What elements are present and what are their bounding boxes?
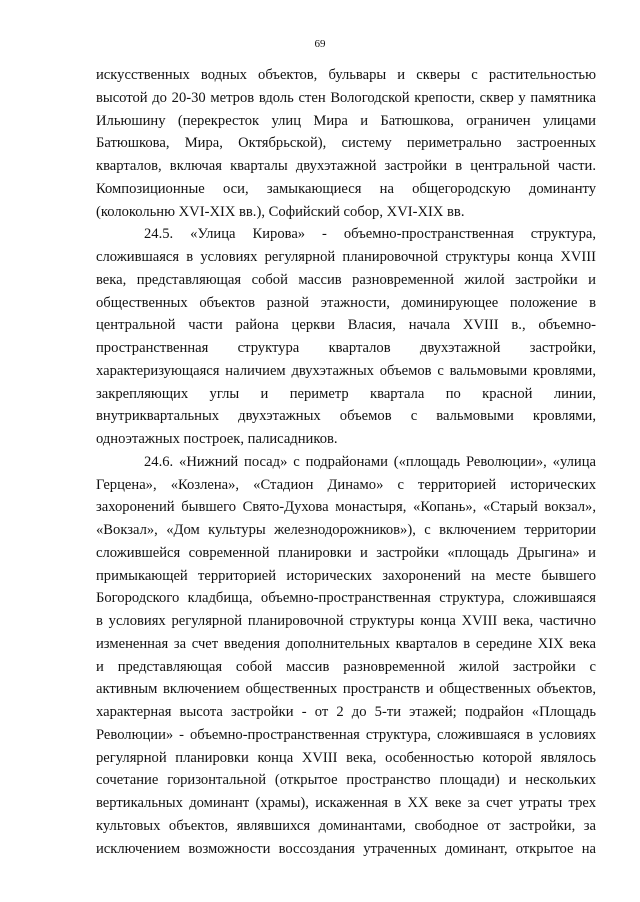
text-line: закрепляющих углы и периметр квартала по красной линии, <box>96 385 596 402</box>
text-line: Батюшкова, Мира, Октябрьской), систему периметрально застроенных <box>96 135 596 152</box>
page-number: 69 <box>314 38 326 50</box>
text-line: одноэтажных построек, палисадников. <box>96 431 338 447</box>
text-line: вертикальных доминант (храмы), искаженная в XX веке за счет утраты трех <box>96 795 596 811</box>
text-line: Богородского кладбища, объемно-пространственная структура, сложившаяся <box>96 590 596 607</box>
text-line: Революции» - объемно-пространственная структура, сложившаяся в условиях <box>96 726 596 743</box>
text-line: захоронений бывшего Свято-Духова монастыря, «Копань», «Старый вокзал», <box>96 499 596 516</box>
paragraph-start: 24.6. «Нижний посад» с подрайонами («площадь Революции», «улица <box>144 453 596 470</box>
body-text <box>96 64 596 860</box>
text-line: измененная за счет введения дополнительных кварталов в середине XIX века <box>96 635 596 652</box>
text-line: центральной части района церкви Власия, начала XVIII в., объемно- <box>96 317 596 334</box>
text-line: исключением возможности воссоздания утраченных доминант, открытое на <box>96 840 596 857</box>
text-line: активным включением общественных пространств и общественных объектов, <box>96 681 596 698</box>
text-line: характеризующаяся наличием двухэтажных объемов с вальмовыми кровлями, <box>96 362 596 379</box>
text-line: примыкающей территорией исторических захоронений на месте бывшего <box>96 567 596 584</box>
text-line: в условиях регулярной планировочной структуры конца XVIII века, частично <box>96 613 596 629</box>
text-line: сложившейся современной планировки и застройки «площадь Дрыгина» и <box>96 544 596 561</box>
text-line: (колокольню XVI-XIX вв.), Софийский собор, XVI-XIX вв. <box>96 203 465 220</box>
text-line: регулярной планировки конца XVIII века, особенностью которой являлось <box>96 749 596 766</box>
text-line: Композиционные оси, замыкающиеся на общегородскую доминанту <box>96 180 596 197</box>
text-line: и представляющая собой массив разновременной жилой застройки с <box>96 658 596 675</box>
text-line: «Вокзал», «Дом культуры железнодорожников»), с включением территории <box>96 522 596 538</box>
text-line: века, представляющая собой массив разновременной жилой застройки и <box>96 271 596 288</box>
text-line: характерная высота застройки - от 2 до 5-ти этажей; подрайон «Площадь <box>96 704 596 720</box>
text-line: кварталов, включая кварталы двухэтажной застройки в центральной части. <box>96 158 596 174</box>
text-line: сложившаяся в условиях регулярной планировочной структуры конца XVIII <box>96 249 596 265</box>
text-line: высотой до 20-30 метров вдоль стен Вологодской крепости, сквер у памятника <box>96 89 596 106</box>
text-line: искусственных водных объектов, бульвары и скверы с растительностью <box>96 67 596 83</box>
text-line: Герцена», «Козлена», «Стадион Динамо» с территорией исторических <box>96 476 596 493</box>
paragraph-start: 24.5. «Улица Кирова» - объемно-пространственная структура, <box>144 226 596 243</box>
text-line: Ильюшину (перекресток улиц Мира и Батюшкова, ограничен улицами <box>96 112 596 129</box>
text-line: культовых объектов, являвшихся доминантами, свободное от застройки, за <box>96 817 596 834</box>
text-line: внутриквартальных двухэтажных объемов с вальмовыми кровлями, <box>96 408 596 425</box>
text-line: общественных объектов разной этажности, доминирующее положение в <box>96 294 596 311</box>
text-line: сочетание горизонтальной (открытое пространство площади) и нескольких <box>96 772 596 789</box>
text-line: пространственная структура кварталов двухэтажной застройки, <box>96 340 596 356</box>
